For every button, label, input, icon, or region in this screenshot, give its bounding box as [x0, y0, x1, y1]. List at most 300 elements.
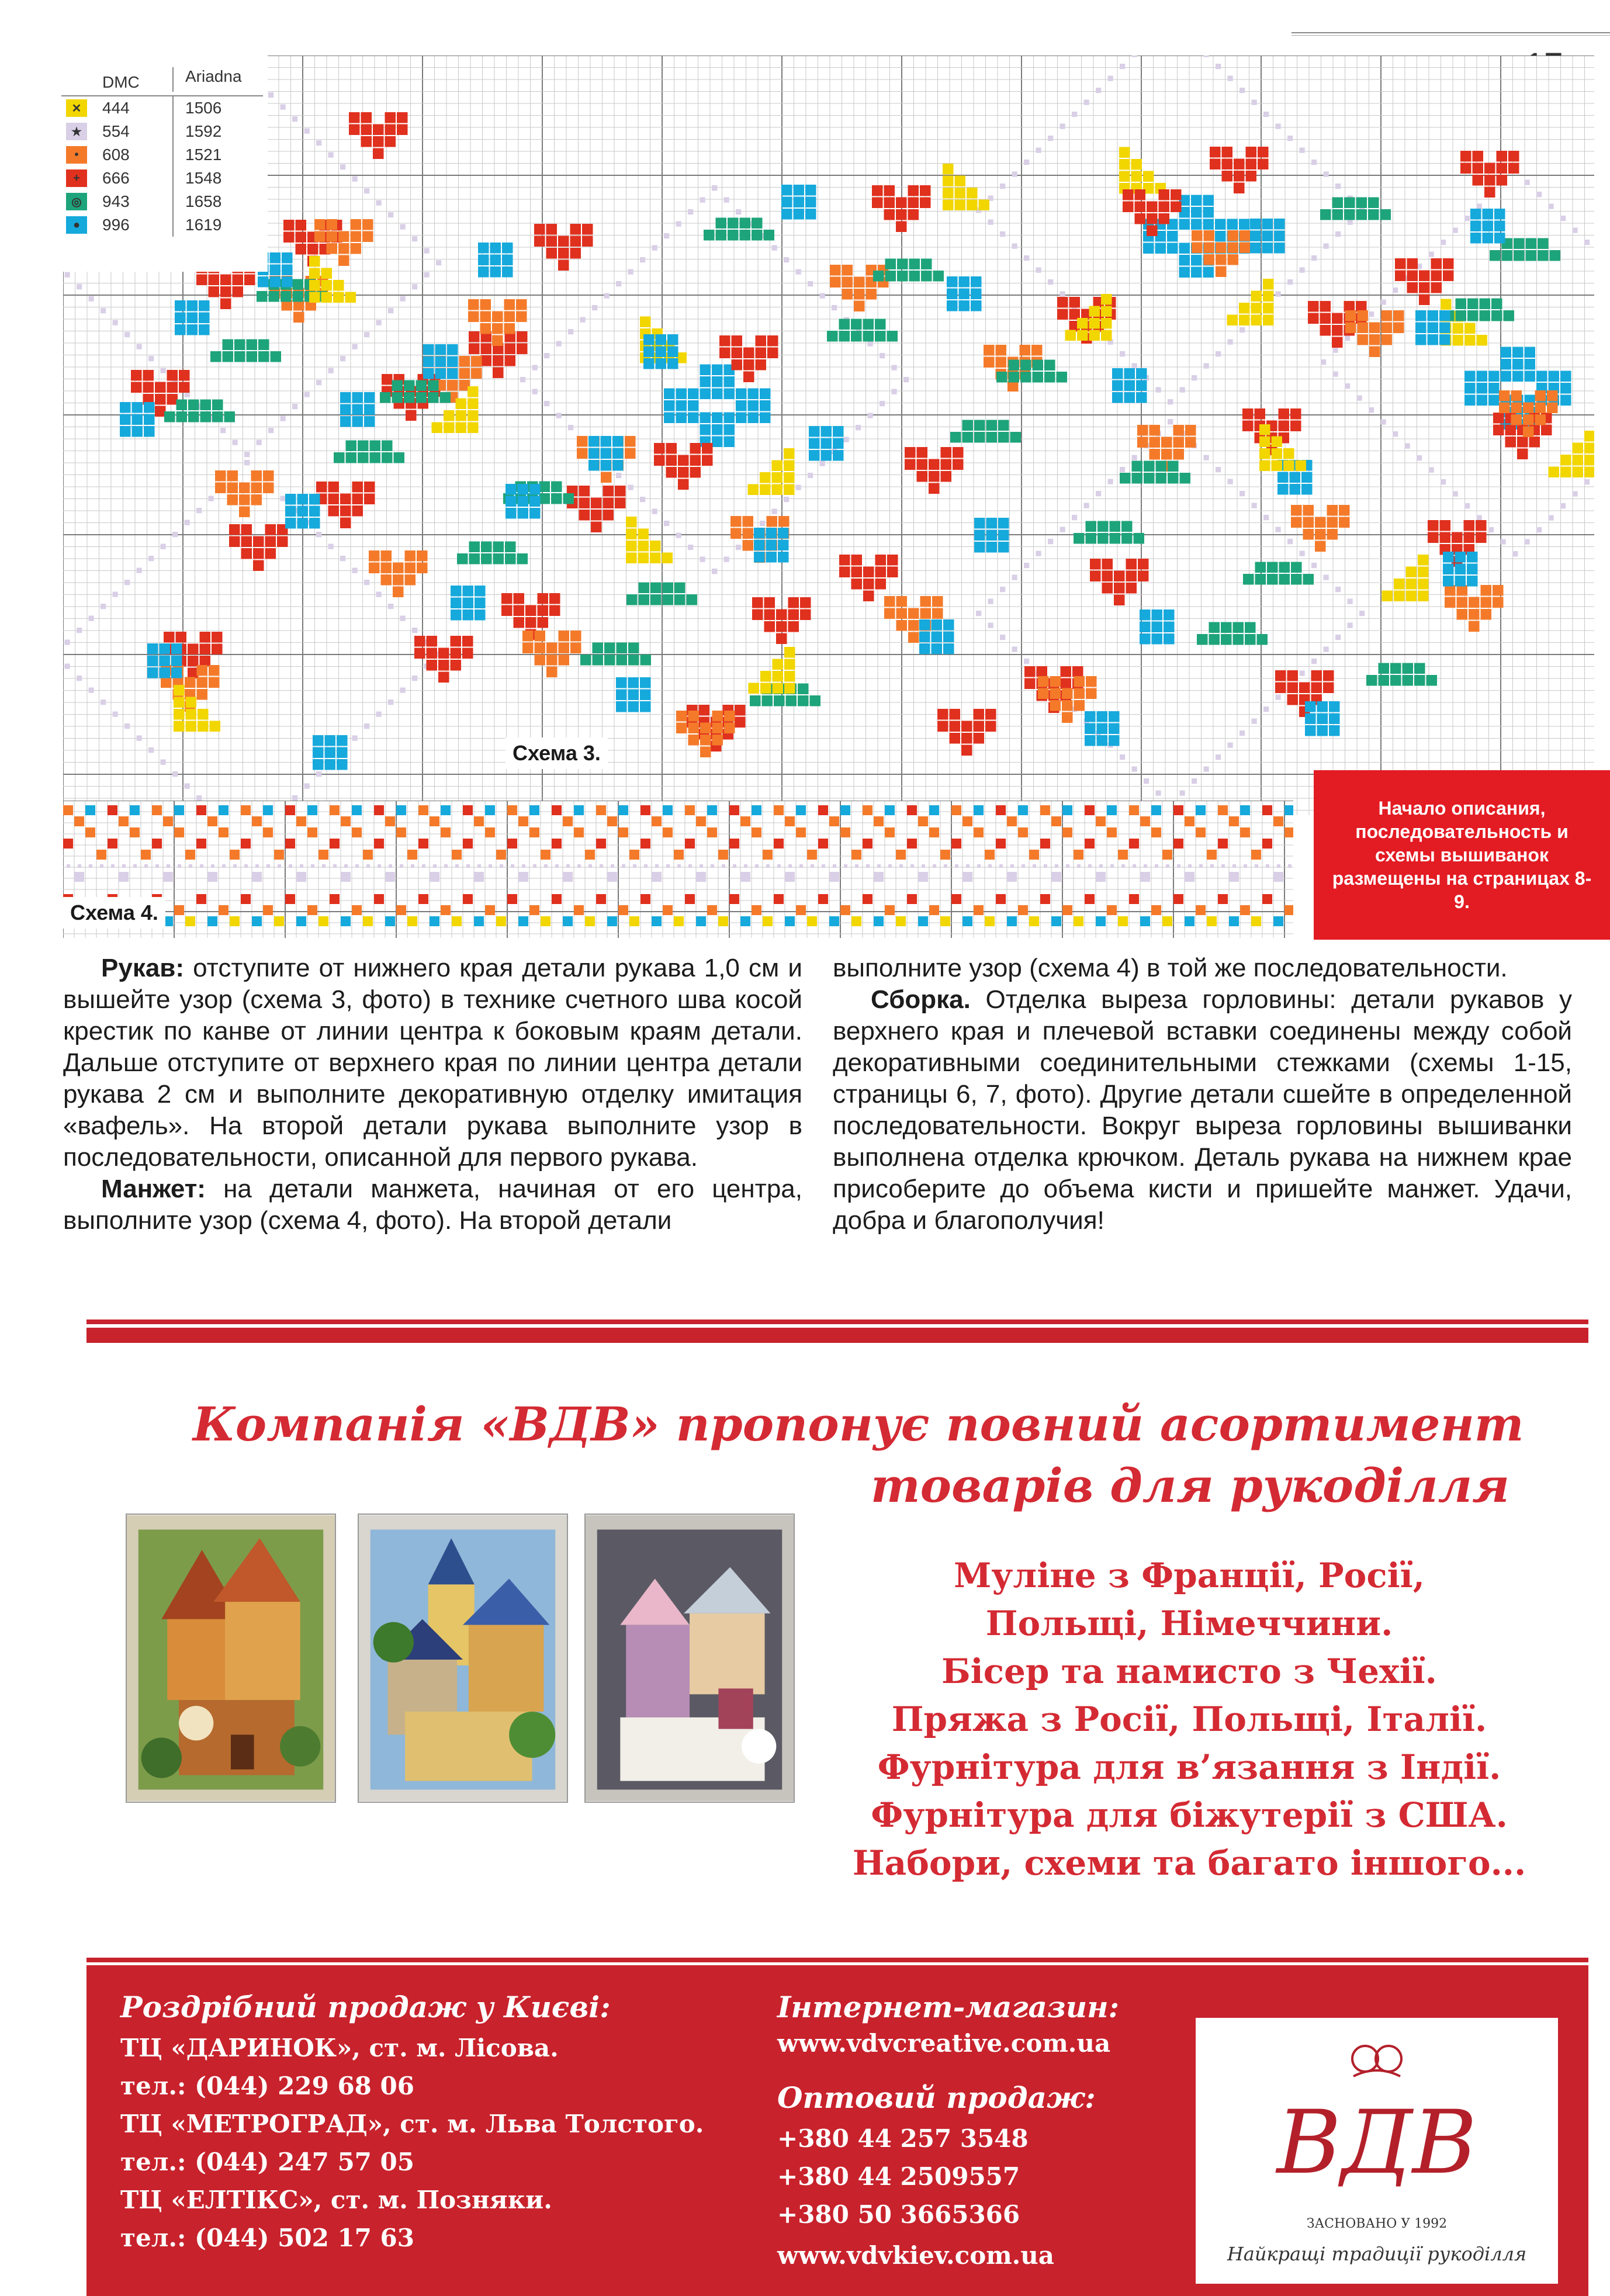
- stitch-cell: [724, 376, 735, 387]
- stitch-cell: [743, 348, 754, 359]
- stitch-cell: [788, 621, 799, 632]
- stitch-cell: [1584, 455, 1594, 466]
- stitch-cell: [1168, 399, 1173, 404]
- stitch-cell: [200, 400, 212, 411]
- stitch-cell: [774, 695, 785, 707]
- stitch-cell: [863, 567, 874, 578]
- stitch-cell: [1345, 383, 1350, 389]
- retail-title: Роздрібний продаж у Києві:: [120, 1990, 611, 2024]
- stitch-cell: [730, 528, 742, 539]
- stitch-cell: [863, 331, 874, 342]
- stitch-cell: [212, 632, 223, 643]
- legend-ariadna: 1548: [172, 167, 260, 190]
- stitch-cell: [378, 864, 381, 868]
- wholesale-url[interactable]: www.vdvkiev.com.ua: [777, 2241, 1055, 2270]
- stitch-cell: [1418, 579, 1429, 590]
- stitch-cell: [974, 733, 985, 744]
- stitch-cell: [1207, 916, 1217, 926]
- stitch-cell: [962, 432, 974, 443]
- stitch-cell: [866, 289, 877, 300]
- stitch-cell: [971, 276, 982, 288]
- stitch-cell: [1129, 839, 1139, 849]
- stitch-cell: [227, 470, 238, 482]
- stitch-cell: [1439, 323, 1450, 334]
- stitch-cell: [580, 654, 591, 666]
- stitch-cell: [1135, 213, 1146, 224]
- stitch-cell: [868, 341, 873, 347]
- stitch-cell: [1222, 147, 1233, 158]
- stitch-cell: [688, 400, 699, 411]
- cuff-continued: выполните узор (схема 4) в той же последовательности.: [833, 954, 1508, 982]
- stitch-cell: [1573, 455, 1584, 466]
- stitch-cell: [1051, 916, 1061, 926]
- stitch-cell: [1443, 576, 1454, 587]
- stitch-cell: [596, 805, 606, 815]
- stitch-cell: [268, 428, 273, 433]
- stitch-cell: [1560, 216, 1566, 221]
- stitch-cell: [233, 440, 238, 445]
- stitch-cell: [1258, 147, 1269, 158]
- stitch-cell: [1335, 231, 1341, 237]
- stitch-cell: [520, 377, 525, 382]
- stitch-cell: [175, 324, 186, 335]
- stitch-cell: [1290, 484, 1301, 495]
- stitch-cell: [1051, 872, 1061, 882]
- stitch-cell: [1134, 533, 1145, 544]
- legend-swatch-icon: ★: [66, 123, 87, 140]
- stitch-cell: [1431, 271, 1442, 282]
- stitch-cell: [247, 351, 258, 362]
- stitch-cell: [1108, 76, 1113, 81]
- stitch-cell: [200, 864, 203, 868]
- stitch-cell: [640, 805, 650, 815]
- stitch-cell: [640, 701, 651, 712]
- stitch-cell: [1179, 267, 1190, 278]
- stitch-cell: [1164, 633, 1175, 645]
- stitch-cell: [266, 864, 270, 868]
- stitch-cell: [1279, 562, 1290, 573]
- stitch-cell: [639, 583, 650, 594]
- stitch-cell: [629, 916, 639, 926]
- stitch-cell: [748, 413, 759, 424]
- stitch-cell: [961, 721, 972, 732]
- stitch-cell: [546, 643, 558, 654]
- stitch-cell: [730, 516, 742, 527]
- stitch-cell: [833, 450, 844, 461]
- stitch-cell: [427, 636, 438, 647]
- stitch-cell: [1414, 675, 1425, 686]
- stitch-cell: [678, 467, 689, 478]
- stitch-cell: [696, 816, 706, 826]
- stitch-cell: [364, 188, 369, 193]
- stitch-cell: [1493, 425, 1504, 436]
- stitch-cell: [1303, 517, 1314, 528]
- stitch-cell: [1283, 460, 1294, 472]
- stitch-cell: [712, 569, 717, 574]
- stitch-cell: [918, 872, 928, 882]
- stitch-cell: [1273, 872, 1283, 882]
- stitch-cell: [351, 219, 362, 230]
- stitch-cell: [475, 586, 486, 597]
- stitch-cell: [1390, 675, 1401, 686]
- stitch-cell: [724, 389, 735, 400]
- stitch-cell: [1173, 894, 1183, 904]
- stitch-cell: [209, 275, 220, 286]
- stitch-cell: [220, 275, 231, 286]
- stitch-cell: [1204, 254, 1215, 265]
- stitch-cell: [1494, 233, 1505, 244]
- stitch-cell: [1272, 460, 1283, 472]
- stitch-cell: [907, 805, 917, 815]
- stitch-cell: [616, 677, 627, 688]
- stitch-cell: [1321, 359, 1326, 365]
- stitch-cell: [492, 311, 503, 323]
- stitch-cell: [185, 520, 190, 525]
- stitch-cell: [743, 359, 754, 370]
- stitch-cell: [896, 850, 906, 860]
- stitch-cell: [1144, 461, 1155, 472]
- stitch-cell: [481, 355, 492, 366]
- stitch-cell: [539, 482, 550, 493]
- stitch-cell: [1470, 221, 1481, 232]
- stitch-cell: [263, 827, 273, 837]
- stitch-cell: [1274, 231, 1285, 242]
- stitch-cell: [1216, 254, 1227, 265]
- stitch-cell: [974, 420, 985, 431]
- stitch-cell: [612, 448, 624, 459]
- stitch-cell: [920, 198, 931, 209]
- stitch-cell: [863, 319, 874, 330]
- stitch-cell: [1112, 380, 1123, 392]
- stitch-cell: [505, 553, 516, 565]
- stitch-cell: [1417, 455, 1422, 460]
- stitch-cell: [452, 916, 462, 926]
- stitch-cell: [1250, 243, 1261, 254]
- stitch-cell: [274, 850, 284, 860]
- stitch-cell: [529, 508, 541, 519]
- stitch-cell: [749, 683, 760, 694]
- stitch-cell: [830, 277, 841, 288]
- stitch-cell: [1382, 323, 1393, 334]
- stitch-cell: [593, 654, 604, 666]
- stitch-cell: [1031, 345, 1043, 356]
- stitch-cell: [1428, 323, 1439, 334]
- stitch-cell: [1096, 491, 1101, 496]
- stitch-cell: [1077, 330, 1088, 341]
- stitch-cell: [199, 300, 210, 311]
- stitch-cell: [358, 452, 369, 463]
- stitch-cell: [1395, 258, 1406, 269]
- stitch-cell: [322, 864, 326, 868]
- stitch-cell: [1121, 521, 1133, 532]
- stitch-cell: [1132, 363, 1137, 369]
- stitch-cell: [538, 617, 549, 628]
- stitch-cell: [1221, 622, 1232, 633]
- stitch-cell: [352, 905, 362, 915]
- stitch-cell: [285, 805, 295, 815]
- stitch-cell: [712, 376, 723, 387]
- stitch-cell: [625, 436, 636, 447]
- stitch-cell: [1406, 591, 1417, 602]
- stitch-cell: [1090, 559, 1101, 570]
- stitch-cell: [233, 286, 244, 297]
- stitch-cell: [887, 555, 898, 566]
- stitch-cell: [732, 335, 743, 347]
- stitch-cell: [185, 677, 196, 688]
- online-url[interactable]: www.vdvcreative.com.ua: [777, 2029, 1111, 2058]
- stitch-cell: [174, 685, 185, 696]
- stitch-cell: [736, 545, 741, 550]
- stitch-cell: [451, 660, 462, 671]
- stitch-cell: [1191, 267, 1202, 278]
- stitch-cell: [667, 347, 678, 358]
- stitch-cell: [752, 805, 761, 815]
- stitch-cell: [896, 916, 906, 926]
- stitch-cell: [977, 864, 981, 868]
- stitch-cell: [943, 176, 954, 187]
- stitch-cell: [1455, 576, 1466, 587]
- stitch-cell: [1262, 219, 1273, 230]
- stitch-cell: [953, 459, 964, 470]
- stitch-cell: [558, 236, 569, 247]
- stitch-cell: [340, 556, 345, 561]
- stitch-cell: [1040, 805, 1050, 815]
- stitch-cell: [851, 850, 861, 860]
- stitch-cell: [376, 712, 382, 717]
- stitch-cell: [628, 643, 639, 654]
- stitch-cell: [113, 592, 118, 597]
- stitch-cell: [685, 839, 695, 849]
- stitch-cell: [144, 402, 155, 413]
- stitch-cell: [1112, 392, 1123, 403]
- stitch-cell: [628, 485, 633, 490]
- stitch-cell: [772, 245, 777, 251]
- legend-ariadna: 1521: [172, 143, 260, 167]
- stitch-cell: [805, 209, 816, 220]
- stitch-cell: [1204, 56, 1209, 57]
- stitch-cell: [1159, 213, 1170, 224]
- stitch-cell: [307, 905, 317, 915]
- stitch-cell: [493, 355, 504, 366]
- stitch-cell: [688, 864, 692, 868]
- stitch-cell: [1560, 371, 1571, 382]
- stitch-cell: [196, 839, 206, 849]
- schema-4-chart: [63, 801, 1293, 938]
- stitch-cell: [750, 695, 761, 707]
- stitch-cell: [618, 827, 628, 837]
- stitch-cell: [253, 536, 264, 548]
- stitch-cell: [1132, 767, 1137, 772]
- stitch-cell: [463, 598, 474, 609]
- stitch-cell: [1012, 244, 1017, 249]
- stitch-cell: [579, 498, 590, 509]
- stitch-cell: [1234, 171, 1245, 182]
- stitch-cell: [579, 510, 590, 521]
- stitch-cell: [459, 368, 470, 379]
- stitch-cell: [1110, 864, 1114, 868]
- stitch-cell: [1152, 622, 1163, 633]
- stitch-cell: [340, 164, 345, 169]
- stitch-cell: [772, 509, 777, 514]
- stitch-cell: [340, 392, 351, 403]
- stitch-cell: [929, 471, 940, 482]
- stitch-cell: [1109, 735, 1120, 746]
- stitch-cell: [1255, 864, 1258, 868]
- stitch-cell: [362, 231, 373, 243]
- stitch-cell: [1191, 255, 1202, 266]
- stitch-cell: [555, 864, 559, 868]
- stitch-cell: [1110, 521, 1121, 532]
- stitch-cell: [475, 610, 486, 621]
- stitch-cell: [148, 356, 154, 361]
- stitch-cell: [1284, 805, 1293, 815]
- stitch-cell: [430, 816, 439, 826]
- stitch-cell: [1324, 647, 1329, 652]
- stitch-cell: [1007, 916, 1017, 926]
- stitch-cell: [265, 524, 276, 535]
- stitch-cell: [1511, 390, 1522, 401]
- stitch-cell: [1204, 455, 1209, 460]
- stitch-cell: [764, 597, 775, 608]
- stitch-cell: [462, 636, 473, 647]
- stitch-cell: [1279, 421, 1290, 432]
- stitch-cell: [101, 308, 106, 313]
- stitch-cell: [1502, 250, 1513, 261]
- stitch-cell: [1012, 575, 1017, 580]
- stitch-cell: [959, 289, 970, 300]
- stitch-cell: [1441, 240, 1446, 245]
- stitch-cell: [733, 864, 736, 868]
- stitch-cell: [1403, 675, 1414, 686]
- stitch-cell: [1369, 311, 1374, 317]
- stitch-cell: [1267, 574, 1278, 585]
- stitch-cell: [1262, 894, 1272, 904]
- stitch-cell: [1456, 310, 1467, 321]
- stitch-cell: [1418, 591, 1429, 602]
- stitch-cell: [986, 542, 998, 553]
- stitch-cell: [1369, 407, 1374, 413]
- stitch-cell: [776, 621, 787, 632]
- stitch-cell: [1120, 467, 1125, 472]
- stitch-cell: [652, 509, 657, 514]
- stitch-cell: [1523, 427, 1534, 438]
- stitch-cell: [1161, 437, 1172, 448]
- stitch-cell: [688, 545, 693, 550]
- stitch-cell: [1529, 437, 1540, 448]
- stitch-cell: [908, 185, 919, 196]
- stitch-cell: [570, 236, 581, 247]
- stitch-cell: [1547, 390, 1558, 401]
- stitch-cell: [676, 723, 687, 734]
- stitch-cell: [1504, 310, 1515, 321]
- stitch-cell: [251, 470, 262, 482]
- stitch-cell: [1233, 622, 1244, 633]
- stitch-cell: [282, 252, 293, 264]
- stitch-cell: [77, 628, 82, 633]
- stitch-cell: [296, 916, 306, 926]
- embroidery-photo-houses-3: [584, 1514, 795, 1803]
- stitch-cell: [1311, 683, 1322, 694]
- stitch-cell: [929, 827, 939, 837]
- stitch-cell: [307, 244, 318, 255]
- stitch-cell: [1191, 207, 1202, 218]
- stitch-cell: [988, 864, 992, 868]
- stitch-cell: [1018, 805, 1028, 815]
- stitch-cell: [197, 689, 208, 700]
- stitch-cell: [1072, 666, 1083, 677]
- stitch-cell: [199, 324, 210, 335]
- stitch-cell: [707, 905, 717, 915]
- stitch-cell: [919, 632, 930, 643]
- stitch-cell: [451, 610, 462, 621]
- stitch-cell: [1344, 209, 1355, 220]
- stitch-cell: [773, 659, 784, 670]
- stitch-cell: [955, 200, 966, 211]
- stitch-cell: [896, 209, 907, 220]
- stitch-cell: [1301, 484, 1313, 495]
- stitch-cell: [451, 648, 462, 659]
- stitch-cell: [1262, 839, 1272, 849]
- stitch-cell: [996, 372, 1007, 383]
- stitch-cell: [784, 484, 795, 496]
- stitch-cell: [338, 255, 349, 266]
- stitch-cell: [1101, 330, 1112, 341]
- stitch-cell: [785, 872, 795, 882]
- stitch-cell: [447, 368, 458, 379]
- stitch-cell: [1210, 159, 1221, 170]
- stitch-cell: [490, 243, 501, 254]
- stitch-cell: [1490, 250, 1501, 261]
- stitch-cell: [1443, 564, 1454, 575]
- stitch-cell: [337, 747, 348, 759]
- stitch-cell: [89, 296, 94, 302]
- stitch-cell: [1048, 136, 1053, 141]
- stitch-cell: [1428, 334, 1439, 345]
- stitch-cell: [1203, 195, 1214, 206]
- stitch-cell: [833, 864, 836, 868]
- stitch-cell: [570, 631, 581, 642]
- stitch-cell: [702, 455, 713, 466]
- stitch-cell: [839, 555, 850, 566]
- stitch-cell: [549, 605, 560, 617]
- stitch-cell: [974, 827, 984, 837]
- stitch-cell: [892, 389, 897, 394]
- stitch-cell: [1246, 159, 1257, 170]
- stitch-cell: [1210, 147, 1221, 158]
- stitch-cell: [1215, 219, 1226, 230]
- stitch-cell: [1279, 574, 1290, 585]
- stitch-cell: [947, 300, 958, 311]
- stitch-cell: [702, 443, 713, 454]
- stitch-cell: [908, 608, 919, 619]
- stitch-cell: [899, 864, 903, 868]
- stitch-cell: [229, 536, 240, 548]
- stitch-cell: [197, 677, 208, 688]
- stitch-cell: [133, 864, 137, 868]
- stitch-cell: [1033, 372, 1044, 383]
- stitch-cell: [628, 269, 633, 275]
- stitch-cell: [1177, 864, 1180, 868]
- stitch-cell: [616, 690, 627, 701]
- stitch-cell: [638, 553, 649, 564]
- stitch-cell: [1102, 583, 1113, 594]
- stitch-cell: [1419, 271, 1430, 282]
- stitch-cell: [1329, 701, 1340, 712]
- vdv-logo-text: ВДВ: [1276, 2094, 1477, 2193]
- color-legend: [61, 67, 263, 237]
- stitch-cell: [244, 452, 250, 457]
- stitch-cell: [1262, 231, 1273, 242]
